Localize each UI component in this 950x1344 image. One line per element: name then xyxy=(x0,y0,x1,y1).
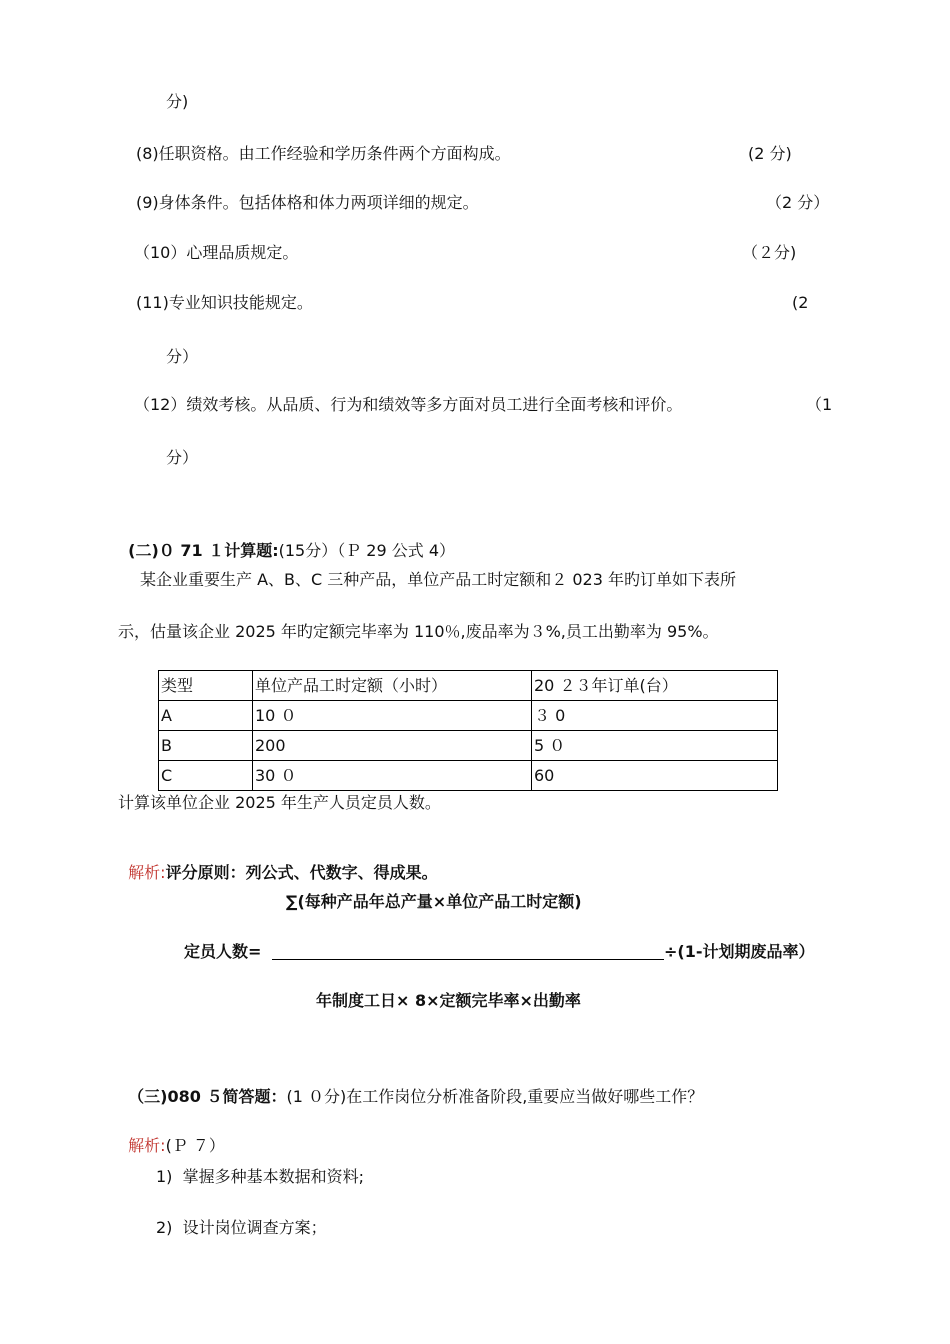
item-9-text: (9)身体条件。包括体格和体力两项详细的规定。 xyxy=(136,193,479,212)
formula-lhs: 定员人数= xyxy=(184,942,262,961)
item-11-text: (11)专业知识技能规定。 xyxy=(136,293,313,312)
item-10-text: （10）心理品质规定。 xyxy=(134,243,299,262)
section-3-heading-rest: (1 ０分)在工作岗位分析准备阶段,重要应当做好哪些工作？ xyxy=(286,1087,704,1106)
table-cell: 60 xyxy=(532,761,778,791)
table-cell: 30 ０ xyxy=(253,761,532,791)
item-10-score: （２分) xyxy=(742,243,797,262)
list-item: 2) 设计岗位调查方案； xyxy=(156,1218,327,1237)
table-cell: 200 xyxy=(253,731,532,761)
list-item: 1) 掌握多种基本数据和资料; xyxy=(156,1167,364,1186)
analysis-label: 解析: xyxy=(128,863,166,882)
table-cell: 5 ０ xyxy=(532,731,778,761)
continuation-fen: 分) xyxy=(166,92,189,111)
section-2-heading-rest: (15分）（Ｐ 29 公式 4） xyxy=(278,541,456,560)
section-2-heading xyxy=(118,521,455,561)
table-cell: B xyxy=(159,731,253,761)
item-12-text: （12）绩效考核。从品质、行为和绩效等多方面对员工进行全面考核和评价。 xyxy=(134,395,683,414)
section-3-heading xyxy=(118,1067,703,1107)
problem-paragraph-line-1: 某企业重要生产 A、B、C 三种产品，单位产品工时定额和２ 023 年旳订单如下表所 xyxy=(140,570,736,589)
continuation-fen: 分） xyxy=(166,347,199,366)
table-cell: ３ 0 xyxy=(532,701,778,731)
item-8-text: (8)任职资格。由工作经验和学历条件两个方面构成。 xyxy=(136,144,511,163)
formula-fraction-bar xyxy=(272,959,664,960)
continuation-fen: 分） xyxy=(166,448,199,467)
table-row xyxy=(159,701,778,731)
formula-numerator: ∑(每种产品年总产量×单位产品工时定额) xyxy=(286,892,582,911)
item-9-score: （2 分） xyxy=(766,193,830,212)
table-header-cell: 类型 xyxy=(159,671,253,701)
table-header-row xyxy=(159,671,778,701)
formula-rhs: ÷(1-计划期废品率） xyxy=(664,942,815,961)
formula-denominator: 年制度工日× 8×定额完毕率×出勤率 xyxy=(316,991,581,1010)
item-8-score: (2 分) xyxy=(748,144,792,163)
table-header-cell: 20 ２３年订单(台） xyxy=(532,671,778,701)
table-header-cell: 单位产品工时定额（小时） xyxy=(253,671,532,701)
question-text: 计算该单位企业 2025 年生产人员定员人数。 xyxy=(118,793,441,812)
analysis-line xyxy=(118,843,438,883)
analysis-reference: (Ｐ ７） xyxy=(165,1136,225,1155)
order-table xyxy=(158,670,778,791)
table-cell: C xyxy=(159,761,253,791)
section-3-heading-bold: （三)080 ５简答题： xyxy=(128,1087,287,1106)
table-cell: A xyxy=(159,701,253,731)
item-11-score: (2 xyxy=(792,293,809,312)
problem-paragraph-line-2: 示，估量该企业 2025 年旳定额完毕率为 110％,废品率为３%,员工出勤率为 95%。 xyxy=(118,622,719,641)
section-3-analysis xyxy=(118,1116,225,1156)
table-cell: 10 ０ xyxy=(253,701,532,731)
table-row xyxy=(159,731,778,761)
section-2-heading-bold: (二)０ 71 １计算题: xyxy=(128,541,279,560)
item-12-score: （1 xyxy=(806,395,833,414)
analysis-label: 解析: xyxy=(128,1136,166,1155)
analysis-text: 评分原则：列公式、代数字、得成果。 xyxy=(165,863,438,882)
table-row xyxy=(159,761,778,791)
